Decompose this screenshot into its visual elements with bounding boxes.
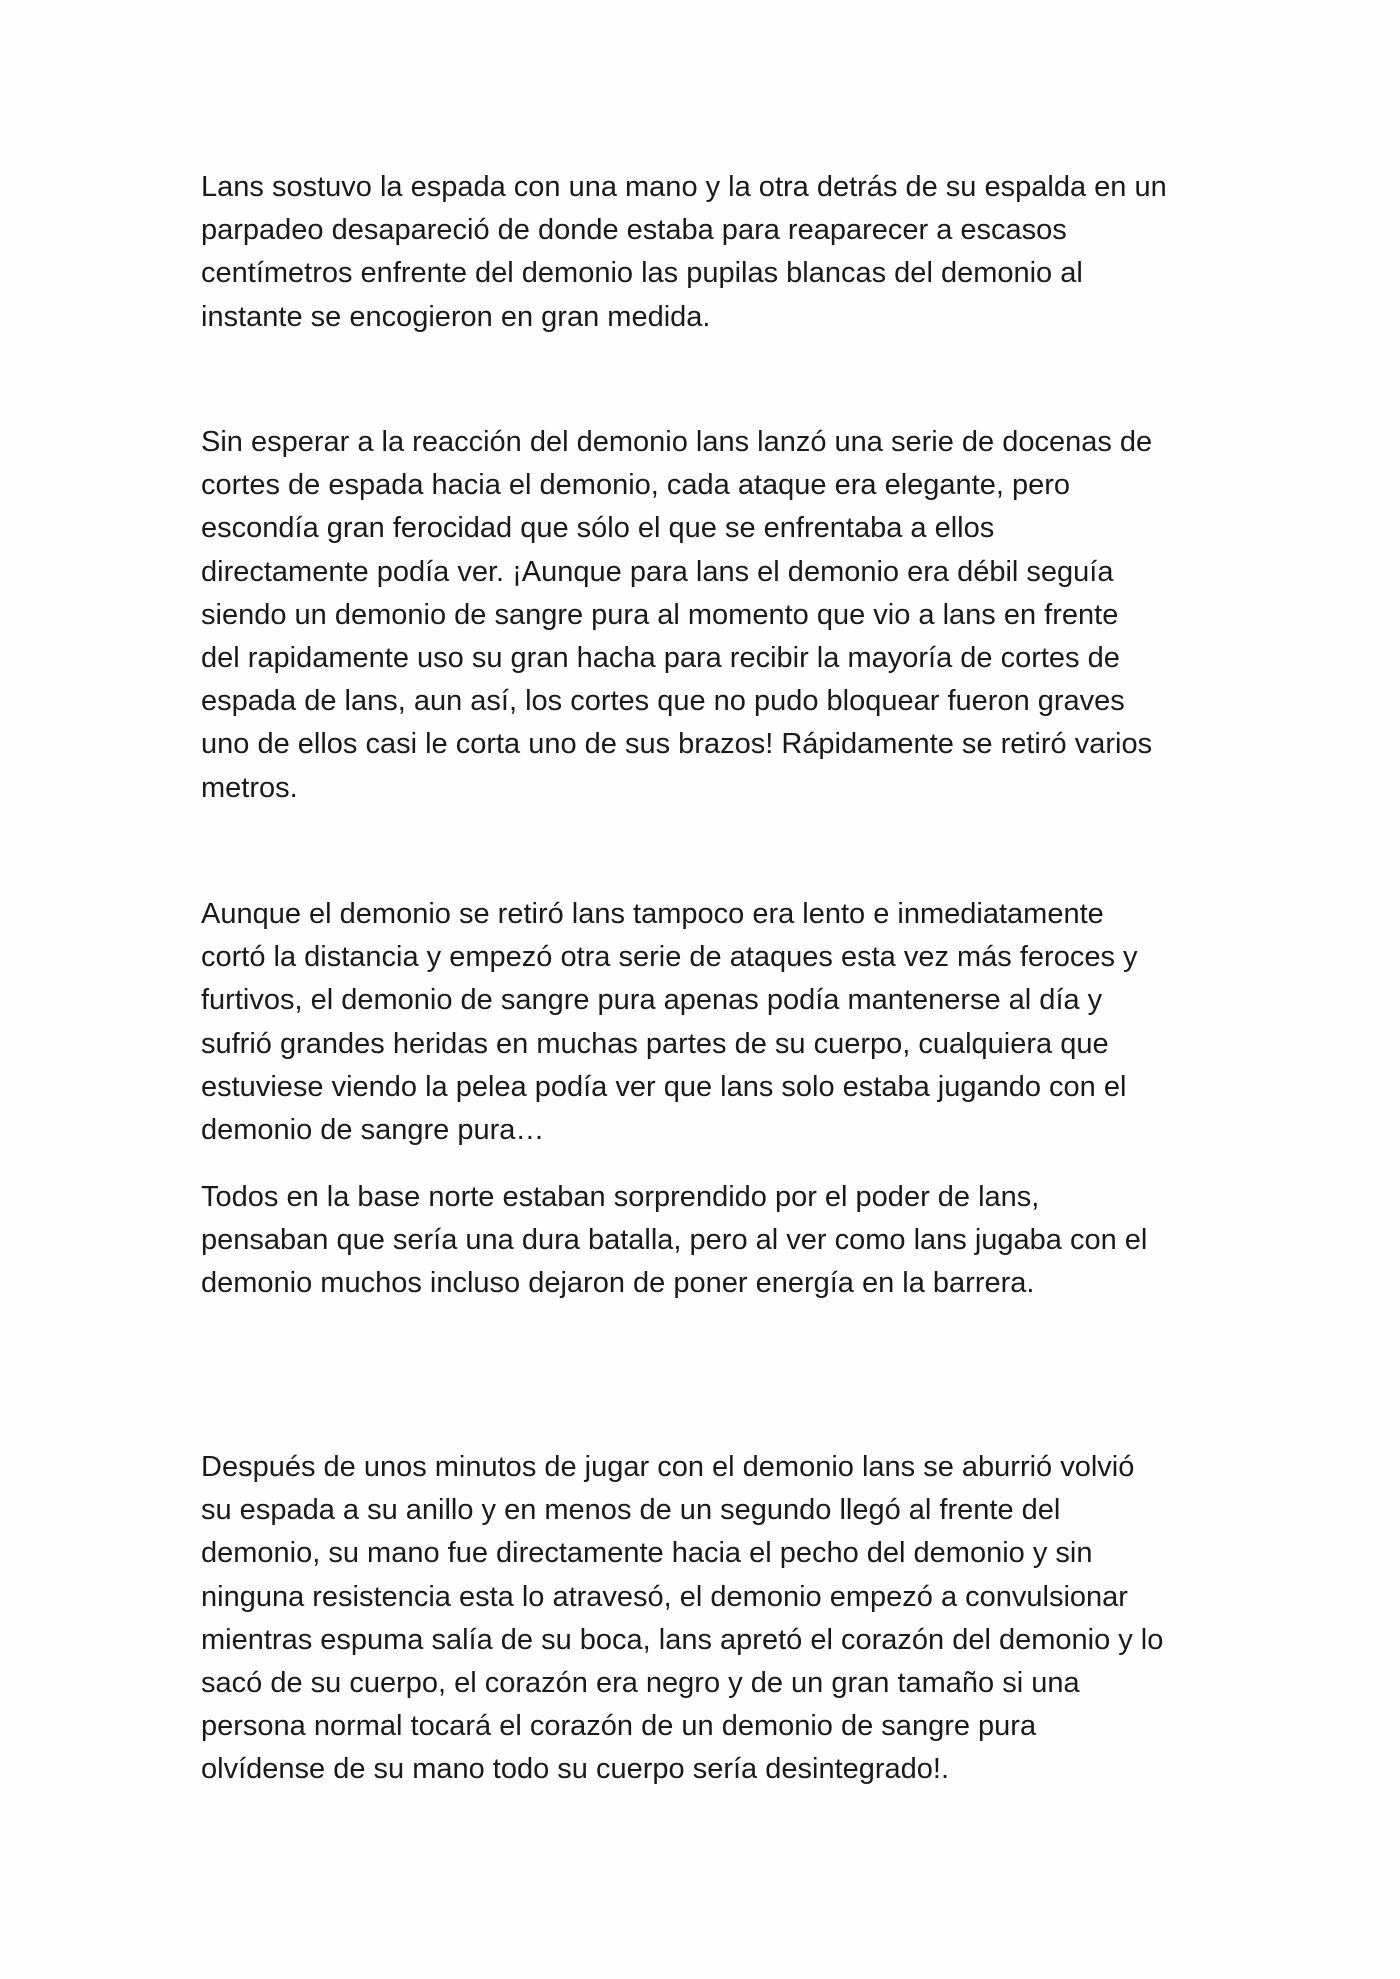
paragraph-line: cortes de espada hacia el demonio, cada ataque era elegante, pero: [201, 469, 1071, 502]
paragraph-line: demonio muchos incluso dejaron de poner energía en la barrera.: [201, 1267, 1035, 1300]
paragraph-line: demonio de sangre pura…: [201, 1114, 545, 1147]
paragraph-line: espada de lans, aun así, los cortes que no pudo bloquear fueron graves: [201, 685, 1125, 718]
paragraph-line: estuviese viendo la pelea podía ver que lans solo estaba jugando con el: [201, 1070, 1127, 1103]
paragraph-line: demonio, su mano fue directamente hacia el pecho del demonio y sin: [201, 1537, 1093, 1570]
paragraph-line: del rapidamente uso su gran hacha para recibir la mayoría de cortes de: [201, 642, 1120, 675]
paragraph-line: siendo un demonio de sangre pura al momento que vio a lans en frente: [201, 598, 1119, 631]
paragraph-line: furtivos, el demonio de sangre pura apenas podía mantenerse al día y: [201, 984, 1103, 1017]
paragraph-line: persona normal tocará el corazón de un demonio de sangre pura: [201, 1710, 1037, 1743]
paragraph-1: [201, 166, 1201, 339]
paragraph-3: [201, 893, 1201, 1152]
paragraph-line: sacó de su cuerpo, el corazón era negro y de un gran tamaño si una: [201, 1667, 1080, 1700]
paragraph-line: mientras espuma salía de su boca, lans apretó el corazón del demonio y lo: [201, 1623, 1164, 1656]
paragraph-line: Aunque el demonio se retiró lans tampoco era lento e inmediatamente: [201, 898, 1104, 930]
paragraph-5: [201, 1446, 1201, 1792]
paragraph-line: instante se encogieron en gran medida.: [201, 300, 711, 333]
paragraph-line: cortó la distancia y empezó otra serie de ataques esta vez más feroces y: [201, 941, 1138, 974]
paragraph-line: Después de unos minutos de jugar con el demonio lans se aburrió volvió: [201, 1451, 1135, 1483]
paragraph-line: ninguna resistencia esta lo atravesó, el demonio empezó a convulsionar: [201, 1580, 1128, 1613]
paragraph-line: centímetros enfrente del demonio las pupilas blancas del demonio al: [201, 257, 1083, 290]
paragraph-line: su espada a su anillo y en menos de un segundo llegó al frente del: [201, 1494, 1061, 1527]
paragraph-line: parpadeo desapareció de donde estaba para reaparecer a escasos: [201, 214, 1067, 247]
paragraph-line: directamente podía ver. ¡Aunque para lans el demonio era débil seguía: [201, 555, 1114, 588]
paragraph-line: Lans sostuvo la espada con una mano y la otra detrás de su espalda en un: [201, 171, 1167, 203]
paragraph-line: uno de ellos casi le corta uno de sus brazos! Rápidamente se retiró varios: [201, 728, 1153, 761]
paragraph-line: olvídense de su mano todo su cuerpo sería desintegrado!.: [201, 1753, 950, 1786]
paragraph-2: [201, 421, 1201, 810]
paragraph-4: [201, 1176, 1201, 1306]
paragraph-line: escondía gran ferocidad que sólo el que se enfrentaba a ellos: [201, 512, 995, 545]
paragraph-line: pensaban que sería una dura batalla, pero al ver como lans jugaba con el: [201, 1224, 1148, 1257]
paragraph-line: Sin esperar a la reacción del demonio lans lanzó una serie de docenas de: [201, 426, 1153, 458]
paragraph-line: sufrió grandes heridas en muchas partes de su cuerpo, cualquiera que: [201, 1027, 1109, 1060]
paragraph-line: Todos en la base norte estaban sorprendido por el poder de lans,: [201, 1181, 1040, 1213]
paragraph-line: metros.: [201, 771, 298, 804]
